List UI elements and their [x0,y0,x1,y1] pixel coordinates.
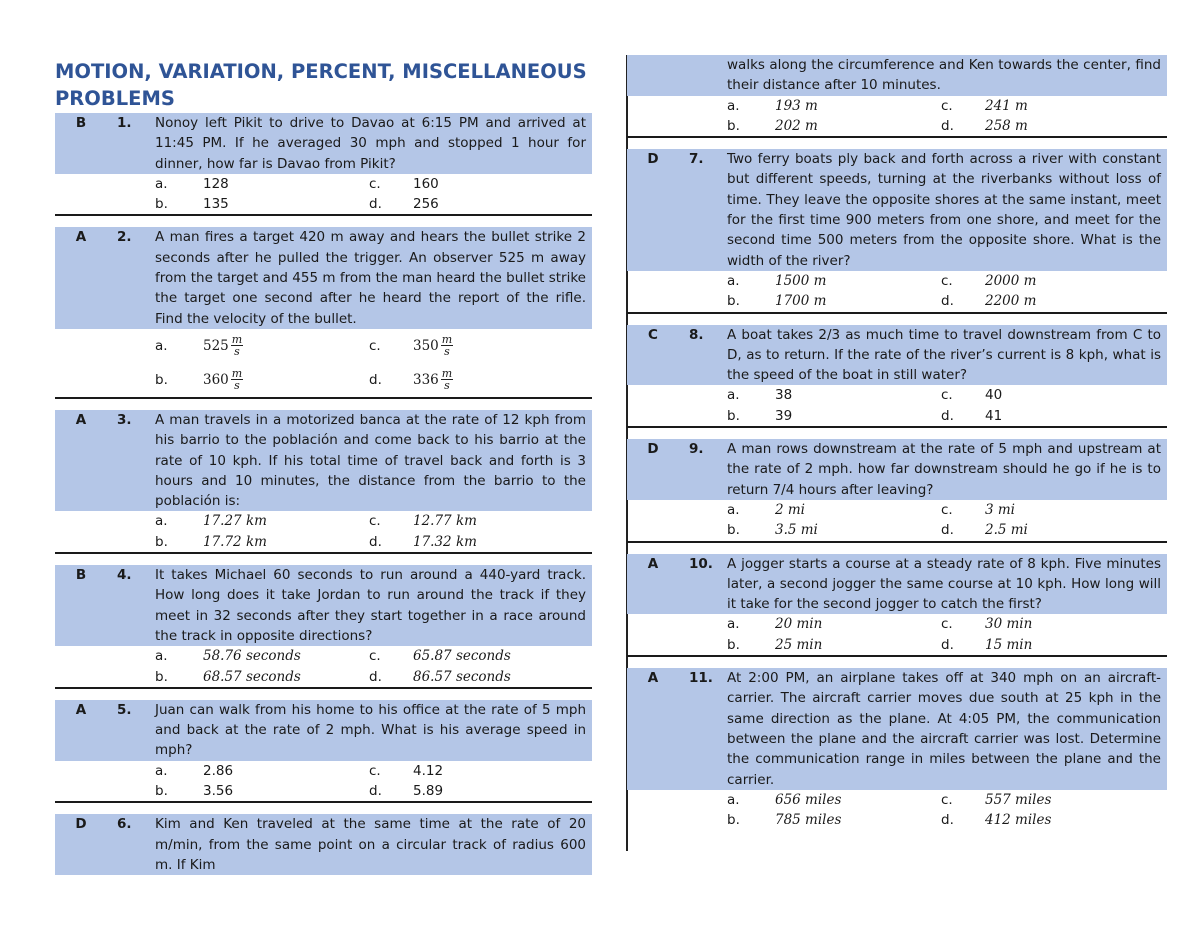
question-number: 9. [689,441,704,458]
choice-letter-a: a. [155,337,168,354]
choice-row [627,385,1167,405]
choice-c: 160 [413,175,439,192]
choice-a: 58.76 seconds [203,648,301,665]
choice-a: 1500 m [775,272,827,289]
choice-letter-b: b. [155,196,168,213]
problem-2 [55,227,592,398]
question-text: Juan can walk from his home to his office at the rate of 5 mph and back at the rate of 2 mph. What is his average speed in mph? [155,701,586,759]
choice-row [627,500,1167,520]
choice-c: 241 m [985,97,1028,114]
choice-letter-c: c. [369,337,381,354]
choice-row [627,635,1167,655]
question-text: Nonoy left Pikit to drive to Davao at 6:15 PM and arrived at 11:45 PM. If he averaged 30 mph and stopped 1 hour for dinner, how far is Davao from Pikit? [155,115,586,172]
choice-letter-c: c. [941,387,953,404]
choice-letter-c: c. [941,272,953,289]
choice-row [55,761,592,781]
choice-d: 2200 m [985,293,1037,310]
question-number: 3. [117,411,132,428]
choice-c: 350 m s [413,333,453,359]
choice-d: 412 miles [985,812,1052,829]
choice-row [627,810,1167,830]
question-row [55,410,592,511]
choice-a: 2.86 [203,762,234,779]
choice-letter-c: c. [941,501,953,518]
answer-key: A [647,670,659,687]
choice-letter-b: b. [155,533,168,550]
choice-letter-c: c. [941,791,953,808]
question-row [55,814,592,875]
problem-3 [55,410,592,554]
choice-a: 17.27 km [203,513,267,530]
problem-11 [627,668,1167,830]
problem-10 [627,554,1167,657]
choice-d: 5.89 [413,783,444,800]
question-text: A jogger starts a course at a steady rate of 8 kph. Five minutes later, a second jogger the same course at 10 kph. How long will it take for the second jogger to catch the first? [727,555,1161,613]
choice-letter-a: a. [727,501,740,518]
choice-a: 128 [203,175,229,192]
choice-letter-b: b. [727,293,740,310]
choice-letter-d: d. [941,636,954,653]
choice-a: 525 m s [203,333,243,359]
choice-letter-c: c. [369,513,381,530]
choice-c: 2000 m [985,272,1037,289]
question-text: A man fires a target 420 m away and hears the bullet strike 2 seconds after he pulled the trigger. An observer 525 m away from the target and 455 m from the man heard the bullet strike the target one second after he heard the report of the rifle. Find the velocity of the bullet. [155,229,586,327]
title-line-2: PROBLEMS [55,87,175,110]
question-row [627,55,1167,96]
choice-c: 65.87 seconds [413,648,511,665]
question-number: 7. [689,151,704,168]
choice-letter-d: d. [941,812,954,829]
choice-b: 39 [775,407,793,424]
choice-letter-d: d. [941,293,954,310]
choice-b: 202 m [775,117,818,134]
choice-b: 68.57 seconds [203,668,301,685]
choice-a: 38 [775,387,793,404]
question-number: 8. [689,326,704,343]
choice-letter-a: a. [155,762,168,779]
choice-row [55,194,592,214]
answer-key: D [647,441,659,458]
choice-letter-d: d. [941,407,954,424]
choice-letter-d: d. [369,783,382,800]
choice-b: 360 m s [203,367,243,393]
problem-9 [627,439,1167,542]
choice-row [627,271,1167,291]
choice-letter-b: b. [727,407,740,424]
question-number: 4. [117,567,132,584]
choice-row [627,790,1167,810]
question-row [55,113,592,174]
choice-letter-a: a. [155,513,168,530]
choice-c: 12.77 km [413,513,477,530]
choice-d: 2.5 mi [985,522,1028,539]
question-text: Kim and Ken traveled at the same time at the rate of 20 m/min, from the same point on a circular track of radius 600 m. If Kim [155,816,586,873]
question-text: A man travels in a motorized banca at the rate of 12 kph from his barrio to the población and come back to his barrio at the rate of 10 kph. If his total time of travel back and forth is 3 hours and 10 minutes, the distance from the barrio to the población is: [155,411,586,510]
choice-letter-a: a. [155,175,168,192]
choice-row [627,116,1167,136]
choice-letter-d: d. [369,533,382,550]
choice-letter-c: c. [941,97,953,114]
answer-key: B [75,567,87,584]
question-number: 6. [117,816,132,833]
choice-letter-c: c. [369,648,381,665]
question-row [627,325,1167,386]
right-column [627,55,1167,830]
choice-letter-d: d. [369,196,382,213]
question-number: 11. [689,670,713,687]
problem-6-continued [627,55,1167,138]
question-row [627,554,1167,615]
answer-key: A [75,229,87,246]
choice-b: 135 [203,196,229,213]
choice-b: 3.56 [203,783,234,800]
question-row [627,439,1167,500]
choice-letter-b: b. [727,812,740,829]
choice-c: 4.12 [413,762,444,779]
question-row [55,565,592,646]
answer-key: A [75,411,87,428]
choice-b: 17.72 km [203,533,267,550]
answer-key: D [75,816,87,833]
choice-letter-b: b. [727,636,740,653]
choice-b: 25 min [775,636,823,653]
problem-7 [627,149,1167,313]
choice-row [55,667,592,687]
problem-4 [55,565,592,689]
choice-row [55,532,592,552]
question-number: 5. [117,701,132,718]
choice-d: 336 m s [413,367,453,393]
answer-key: B [75,115,87,131]
choice-row [55,174,592,194]
choice-letter-d: d. [941,522,954,539]
title-line-1: MOTION, VARIATION, PERCENT, MISCELLANEOUS [55,60,587,83]
problem-6-start [55,814,592,875]
choice-a: 20 min [775,616,823,633]
choice-row [55,646,592,666]
choice-row [627,614,1167,634]
choice-letter-a: a. [727,272,740,289]
choice-c: 557 miles [985,791,1052,808]
choice-row [55,329,592,363]
choice-row [55,511,592,531]
choice-letter-a: a. [727,97,740,114]
choice-letter-c: c. [941,616,953,633]
problem-8 [627,325,1167,428]
choice-letter-b: b. [155,668,168,685]
page-title [55,58,595,112]
left-column [55,113,592,875]
answer-key: D [647,151,659,168]
answer-key: A [75,701,87,718]
choice-letter-a: a. [727,791,740,808]
choice-row [55,781,592,801]
question-text: A man rows downstream at the rate of 5 mph and upstream at the rate of 2 mph. how far downstream should he go if he is to return 7/4 hours after leaving? [727,441,1161,498]
choice-d: 258 m [985,117,1028,134]
question-number: 1. [117,115,132,131]
choice-c: 30 min [985,616,1033,633]
question-text: Two ferry boats ply back and forth across a river with constant but different speeds, turning at the riverbanks without loss of time. They leave the opposite shores at the same instant, meet for the first time 900 meters from one shore, and meet for the second time 500 meters from the opposite shore. What is the width of the river? [727,151,1161,269]
choice-row [627,406,1167,426]
problem-5 [55,700,592,803]
choice-a: 656 miles [775,791,842,808]
choice-b: 1700 m [775,293,827,310]
choice-letter-a: a. [155,648,168,665]
choice-row [627,291,1167,311]
choice-letter-a: a. [727,387,740,404]
choice-letter-b: b. [155,783,168,800]
choice-letter-c: c. [369,175,381,192]
question-text: walks along the circumference and Ken towards the center, find their distance after 10 minutes. [727,57,1161,94]
answer-key: C [648,326,658,343]
choice-letter-d: d. [369,668,382,685]
question-number: 2. [117,229,132,246]
question-row [55,227,592,328]
choice-b: 3.5 mi [775,522,818,539]
question-row [55,700,592,761]
choice-c: 3 mi [985,501,1015,518]
choice-c: 40 [985,387,1003,404]
choice-d: 17.32 km [413,533,477,550]
choice-letter-b: b. [155,371,168,388]
question-text: It takes Michael 60 seconds to run around a 440-yard track. How long does it take Jordan to run around the track if they meet in 32 seconds after they start together in a race around the track in opposite directions? [155,567,586,644]
choice-letter-b: b. [727,117,740,134]
question-text: At 2:00 PM, an airplane takes off at 340 mph on an aircraft-carrier. The aircraft carrier moves due south at 25 kph in the same direction as the plane. At 4:05 PM, the communication between the plane and the aircraft carrier was lost. Determine the communication range in miles between the plane and the carrier. [727,670,1161,788]
choice-d: 86.57 seconds [413,668,511,685]
choice-d: 15 min [985,636,1033,653]
choice-letter-c: c. [369,762,381,779]
choice-letter-b: b. [727,522,740,539]
choice-a: 193 m [775,97,818,114]
question-row [627,668,1167,790]
choice-a: 2 mi [775,501,805,518]
problem-1 [55,113,592,216]
choice-row [627,96,1167,116]
choice-letter-a: a. [727,616,740,633]
choice-row [627,520,1167,540]
choice-row [55,363,592,397]
question-text: A boat takes 2/3 as much time to travel downstream from C to D, as to return. If the rate of the river’s current is 8 kph, what is the speed of the boat in still water? [727,326,1161,384]
question-row [627,149,1167,271]
choice-b: 785 miles [775,812,842,829]
choice-letter-d: d. [941,117,954,134]
choice-letter-d: d. [369,371,382,388]
answer-key: A [647,555,659,572]
choice-d: 41 [985,407,1003,424]
choice-d: 256 [413,196,439,213]
question-number: 10. [689,555,713,572]
